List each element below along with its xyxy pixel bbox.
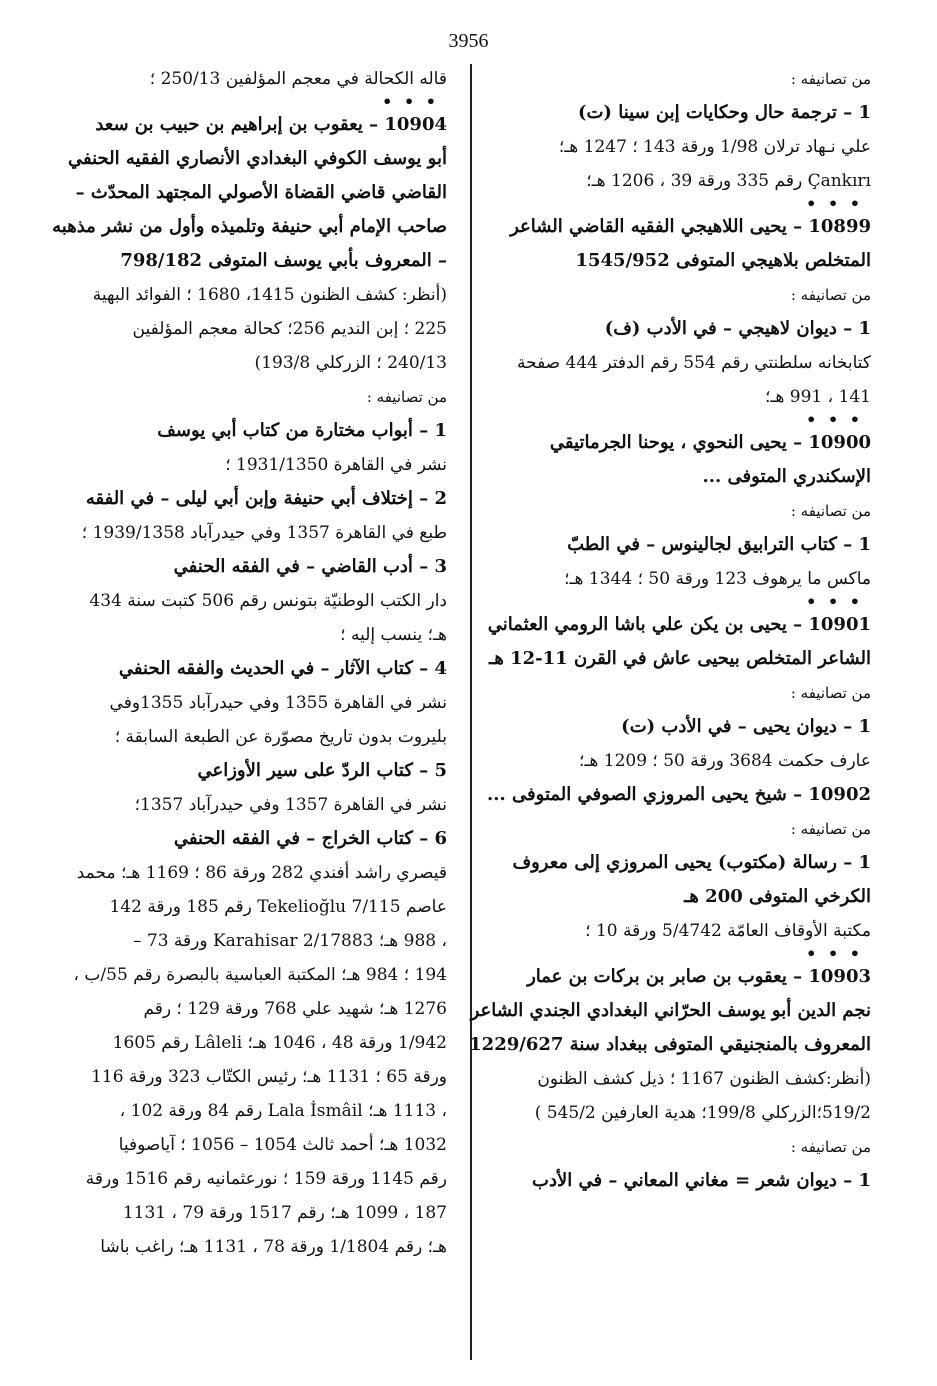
entry-heading-line: 5 – كتاب الردّ على سير الأوزاعي [197, 760, 447, 781]
bibliographic-line: قيصري راشد أفندي 282 ورقة 86 ؛ 1169 هـ؛ محمد [76, 863, 447, 883]
entry-heading-line: القاضي قاضي القضاة الأصولي المجتهد المحدّث – [75, 182, 447, 203]
bibliographic-line: 1032 هـ؛ أحمد ثالث 1054 – 1056 ؛ آياصوفيا [118, 1135, 447, 1155]
bibliographic-line: نشر في القاهرة 1355 وفي حيدرآباد 1355وفي [109, 693, 447, 713]
bibliographic-line: رقم 1145 ورقة 159 ؛ نورعثمانيه رقم 1516 ورقة [85, 1169, 447, 1189]
entry-heading-line: صاحب الإمام أبي حنيفة وتلميذه وأول من نشر مذهبه [52, 216, 447, 237]
entry-heading-line: – المعروف بأبي يوسف المتوفى 798/182 [120, 250, 447, 271]
entry-heading-line: 10904 – يعقوب بن إبراهيم بن حبيب بن سعد [95, 114, 447, 135]
works-label: من تصانيفه : [790, 684, 871, 702]
bibliographic-line: ورقة 65 ؛ 1131 هـ؛ رئيس الكتّاب 323 ورقة 116 [91, 1067, 447, 1087]
bibliographic-line: Çankırı رقم 335 ورقة 39 ، 1206 هـ؛ [586, 171, 871, 191]
entry-heading-line: أبو يوسف الكوفي البغدادي الأنصاري الفقيه الحنفي [68, 148, 447, 169]
works-label: من تصانيفه : [366, 388, 447, 406]
entry-heading-line: 1 – رسالة (مكتوب) يحيى المروزي إلى معروف [512, 852, 871, 873]
entry-heading-line: 10901 – يحيى بن يكن علي باشا الرومي العثماني [487, 614, 871, 635]
bibliographic-line: نشر في القاهرة 1931/1350 ؛ [225, 455, 447, 475]
entry-separator: • • • [382, 96, 439, 108]
entry-separator: • • • [806, 948, 863, 960]
bibliographic-line: عارف حكمت 3684 ورقة 50 ؛ 1209 هـ؛ [578, 751, 871, 771]
bibliographic-line: 519/2؛الزركلي 199/8؛ هدية العارفين 545/2 ) [534, 1103, 871, 1123]
bibliographic-line: بليروت بدون تاريخ مصوّرة عن الطبعة السابقة ؛ [114, 727, 447, 747]
entry-heading-line: 1 – ترجمة حال وحكايات إبن سينا (ت) [577, 102, 871, 123]
entry-heading-line: الكرخي المتوفى 200 هـ [684, 886, 871, 907]
entry-heading-line: المتخلص بلاهيجي المتوفى 1545/952 [575, 250, 871, 271]
bibliographic-line: هـ؛ ينسب إليه ؛ [340, 625, 447, 645]
bibliographic-line: 225 ؛ إبن النديم 256؛ كحالة معجم المؤلفين [132, 319, 447, 339]
bibliographic-line: دار الكتب الوطنيّة بتونس رقم 506 كتبت سنة 434 [89, 591, 447, 611]
bibliographic-line: 194 ؛ 984 هـ؛ المكتبة العباسية بالبصرة رقم 55/ب ، [73, 965, 447, 985]
works-label: من تصانيفه : [790, 286, 871, 304]
bibliographic-line: ماكس ما يرهوف 123 ورقة 50 ؛ 1344 هـ؛ [564, 569, 871, 589]
entry-heading-line: 1 – أبواب مختارة من كتاب أبي يوسف [157, 420, 447, 441]
bibliographic-line: ، 988 هـ؛ 2/17883 Karahisar ورقة 73 – [132, 931, 447, 951]
entry-separator: • • • [806, 414, 863, 426]
entry-heading-line: 4 – كتاب الآثار – في الحديث والفقه الحنفي [118, 658, 447, 679]
entry-heading-line: 10899 – يحيى اللاهيجي الفقيه القاضي الشاعر [510, 216, 871, 237]
entry-heading-line: الإسكندري المتوفى ... [702, 466, 871, 487]
entry-heading-line: 2 – إختلاف أبي حنيفة وإبن أبي ليلى – في الفقه [85, 488, 447, 509]
bibliographic-line: 187 ، 1099 هـ؛ رقم 1517 ورقة 79 ، 1131 [122, 1203, 447, 1223]
bibliographic-line: علي نـهاد ترلان 1/98 ورقة 143 ؛ 1247 هـ؛ [558, 137, 871, 157]
bibliographic-line: (أنظر:كشف الظنون 1167 ؛ ذيل كشف الظنون [537, 1069, 871, 1089]
bibliographic-line: (أنظر: كشف الظنون 1415، 1680 ؛ الفوائد البهية [92, 285, 447, 305]
entry-heading-line: 1 – ديوان شعر = مغاني المعاني – في الأدب [532, 1170, 871, 1191]
works-label: من تصانيفه : [790, 1138, 871, 1156]
bibliographic-line: هـ؛ رقم 1/1804 ورقة 78 ، 1131 هـ؛ راغب باشا [100, 1237, 447, 1257]
entry-heading-line: 10902 – شيخ يحيى المروزي الصوفي المتوفى ... [486, 784, 871, 805]
entry-heading-line: 1 – ديوان لاهيجي – في الأدب (ف) [604, 318, 871, 339]
bibliographic-line: ، 1113 هـ؛ Lala İsmâil رقم 84 ورقة 102 ، [119, 1101, 447, 1121]
bibliographic-line: 1276 هـ؛ شهيد علي 768 ورقة 129 ؛ رقم [143, 999, 447, 1019]
entry-heading-line: 10900 – يحيى النحوي ، يوحنا الجرماتيقي [549, 432, 871, 453]
right-column [447, 62, 871, 1198]
entry-separator: • • • [806, 596, 863, 608]
bibliographic-line: قاله الكحالة في معجم المؤلفين 250/13 ؛ [149, 69, 447, 89]
works-label: من تصانيفه : [790, 502, 871, 520]
bibliographic-line: عاصم 7/115 Tekelioğlu رقم 185 ورقة 142 [109, 897, 447, 917]
entry-heading-line: 10903 – يعقوب بن صابر بن بركات بن عمار [527, 966, 871, 987]
works-label: من تصانيفه : [790, 70, 871, 88]
entry-heading-line: المعروف بالمنجنيقي المتوفى ببغداد سنة 1229/627 [469, 1034, 871, 1055]
left-column [33, 62, 447, 1264]
entry-heading-line: 1 – كتاب الترابيق لجالينوس – في الطبّ [567, 534, 871, 555]
entry-heading-line: نجم الدين أبو يوسف الحرّاني البغدادي الجندي الشاعر [470, 1000, 871, 1021]
entry-heading-line: 3 – أدب القاضي – في الفقه الحنفي [173, 556, 447, 577]
bibliographic-line: كتابخانه سلطنتي رقم 554 رقم الدفتر 444 صفحة [516, 353, 871, 373]
bibliographic-line: 240/13 ؛ الزركلي 193/8) [254, 353, 447, 373]
bibliographic-line: نشر في القاهرة 1357 وفي حيدرآباد 1357؛ [134, 795, 447, 815]
bibliographic-line: طبع في القاهرة 1357 وفي حيدرآباد 1939/1358 ؛ [81, 523, 447, 543]
bibliographic-line: مكتبة الأوقاف العامّة 5/4742 ورقة 10 ؛ [585, 921, 871, 941]
bibliographic-line: 1/942 ورقة 48 ، 1046 هـ؛ Lâleli رقم 1605 [112, 1033, 447, 1053]
page-number: 3956 [448, 30, 489, 52]
bibliographic-line: 141 ، 991 هـ؛ [765, 387, 871, 407]
entry-heading-line: الشاعر المتخلص بيحيى عاش في القرن 11-12 هـ [489, 648, 871, 669]
works-label: من تصانيفه : [790, 820, 871, 838]
entry-heading-line: 6 – كتاب الخراج – في الفقه الحنفي [173, 828, 447, 849]
entry-heading-line: 1 – ديوان يحيى – في الأدب (ت) [621, 716, 871, 737]
entry-separator: • • • [806, 198, 863, 210]
